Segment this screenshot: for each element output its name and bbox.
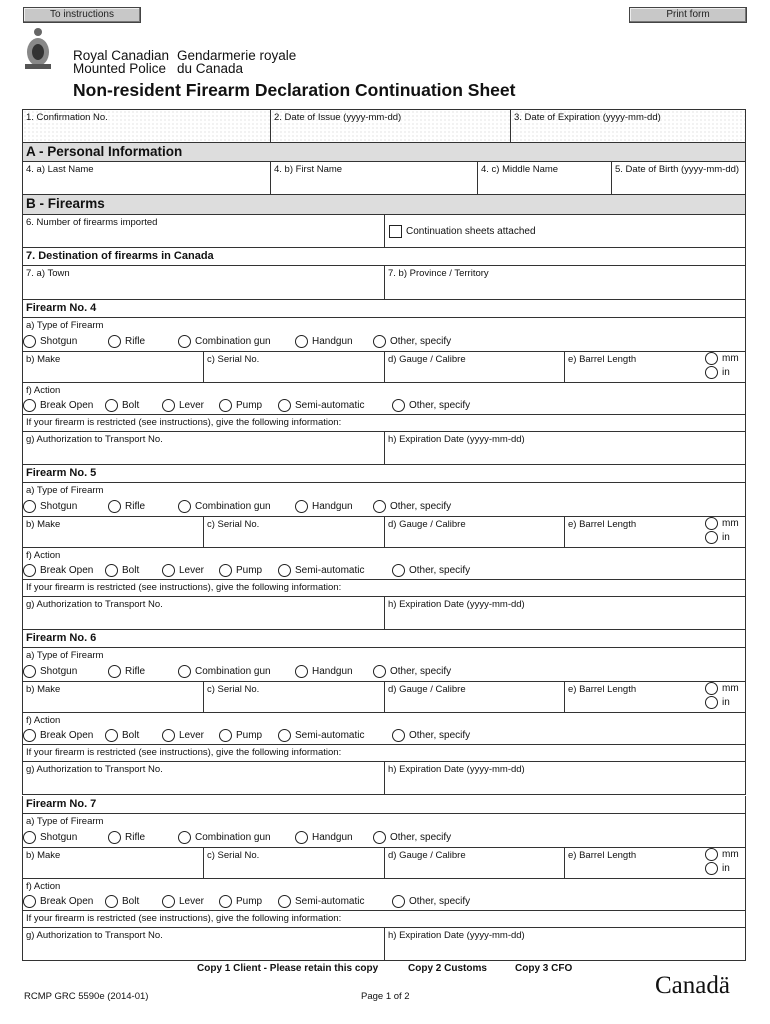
action-label: f) Action (26, 715, 61, 726)
firearm-header: Firearm No. 5 (22, 465, 746, 483)
type-radio-1[interactable]: Rifle (108, 335, 145, 349)
action-label: f) Action (26, 881, 61, 892)
date-of-expiration-field[interactable]: 3. Date of Expiration (yyyy-mm-dd) (514, 112, 661, 123)
radio-icon (105, 399, 118, 412)
type-radio-3[interactable]: Handgun (295, 335, 353, 349)
radio-icon (23, 399, 36, 412)
type-radio-1[interactable]: Rifle (108, 500, 145, 514)
action-radio-1[interactable]: Bolt (105, 729, 139, 743)
radio-icon (105, 729, 118, 742)
firearm-action-row (22, 548, 746, 580)
confirmation-field[interactable]: 1. Confirmation No. (23, 110, 271, 142)
type-radio-3[interactable]: Handgun (295, 831, 353, 845)
radio-icon (162, 895, 175, 908)
firearm-details-row (22, 682, 746, 713)
action-radio-1[interactable]: Bolt (105, 399, 139, 413)
type-label: a) Type of Firearm (26, 816, 104, 827)
restricted-note: If your firearm is restricted (see instructions), give the following information: (22, 415, 746, 432)
radio-icon (23, 831, 36, 844)
radio-icon (162, 564, 175, 577)
radio-icon (23, 500, 36, 513)
action-radio-2[interactable]: Lever (162, 564, 204, 578)
radio-icon (105, 564, 118, 577)
gauge-field[interactable]: d) Gauge / Calibre (385, 352, 565, 382)
radio-icon (392, 399, 405, 412)
action-radio-2[interactable]: Lever (162, 895, 204, 909)
authorization-field[interactable]: g) Authorization to Transport No. (23, 432, 385, 464)
radio-icon (219, 895, 232, 908)
destination-header: 7. Destination of firearms in Canada (22, 248, 746, 266)
action-radio-2[interactable]: Lever (162, 729, 204, 743)
gauge-field[interactable]: d) Gauge / Calibre (385, 682, 565, 712)
restricted-note: If your firearm is restricted (see instructions), give the following information: (22, 580, 746, 597)
firearm-type-row (22, 814, 746, 848)
agency-name-fr: Gendarmerie royale du Canada (177, 48, 297, 76)
radio-icon (108, 831, 121, 844)
make-field[interactable]: b) Make (23, 848, 204, 878)
type-radio-2[interactable]: Combination gun (178, 831, 271, 845)
radio-icon (23, 665, 36, 678)
firearm-type-row (22, 483, 746, 517)
firearm-type-row (22, 318, 746, 352)
type-radio-0[interactable]: Shotgun (23, 500, 77, 514)
radio-icon (219, 729, 232, 742)
action-radio-3[interactable]: Pump (219, 895, 262, 909)
mm-radio[interactable]: mm (705, 682, 739, 696)
last-name-field[interactable]: 4. a) Last Name (23, 162, 271, 194)
authorization-field[interactable]: g) Authorization to Transport No. (23, 597, 385, 629)
serial-field[interactable]: c) Serial No. (204, 848, 385, 878)
serial-field[interactable]: c) Serial No. (204, 682, 385, 712)
rcmp-crest-logo (23, 26, 53, 72)
type-label: a) Type of Firearm (26, 650, 104, 661)
copy-1-label: Copy 1 Client - Please retain this copy (197, 963, 379, 974)
action-radio-4[interactable]: Semi-automatic (278, 729, 364, 743)
form-number: RCMP GRC 5590e (2014-01) (24, 991, 149, 1002)
radio-icon (705, 862, 718, 875)
gauge-field[interactable]: d) Gauge / Calibre (385, 517, 565, 547)
radio-icon (392, 729, 405, 742)
radio-icon (705, 352, 718, 365)
mm-radio[interactable]: mm (705, 517, 739, 531)
action-label: f) Action (26, 385, 61, 396)
firearm-details-row (22, 848, 746, 879)
type-radio-0[interactable]: Shotgun (23, 335, 77, 349)
firearm-block (0, 630, 770, 795)
action-label: f) Action (26, 550, 61, 561)
action-radio-3[interactable]: Pump (219, 564, 262, 578)
type-radio-0[interactable]: Shotgun (23, 831, 77, 845)
section-a-header: A - Personal Information (22, 143, 746, 162)
province-field[interactable]: 7. b) Province / Territory (388, 268, 489, 279)
type-radio-4[interactable]: Other, specify (373, 831, 451, 845)
date-of-birth-field[interactable]: 5. Date of Birth (yyyy-mm-dd) (615, 164, 740, 175)
radio-icon (219, 399, 232, 412)
date-of-issue-field[interactable]: 2. Date of Issue (yyyy-mm-dd) (271, 110, 511, 142)
firearm-details-row (22, 352, 746, 383)
radio-icon (23, 895, 36, 908)
radio-icon (178, 831, 191, 844)
section-b-header: B - Firearms (22, 195, 746, 215)
in-radio[interactable]: in (705, 366, 730, 380)
radio-icon (295, 335, 308, 348)
type-label: a) Type of Firearm (26, 320, 104, 331)
radio-icon (108, 665, 121, 678)
radio-icon (105, 895, 118, 908)
radio-icon (108, 335, 121, 348)
radio-icon (373, 335, 386, 348)
page-number: Page 1 of 2 (361, 991, 410, 1002)
radio-icon (23, 729, 36, 742)
firearm-auth-row (22, 762, 746, 795)
type-radio-4[interactable]: Other, specify (373, 665, 451, 679)
radio-icon (278, 729, 291, 742)
radio-icon (705, 682, 718, 695)
type-radio-1[interactable]: Rifle (108, 831, 145, 845)
authorization-field[interactable]: g) Authorization to Transport No. (23, 928, 385, 960)
restricted-note: If your firearm is restricted (see instructions), give the following information: (22, 745, 746, 762)
to-instructions-button[interactable]: To instructions (23, 7, 141, 23)
radio-icon (373, 500, 386, 513)
radio-icon (278, 399, 291, 412)
radio-icon (278, 895, 291, 908)
agency-name-en: Royal Canadian Mounted Police (73, 48, 170, 76)
personal-info-row (22, 162, 746, 195)
radio-icon (705, 366, 718, 379)
make-field[interactable]: b) Make (23, 352, 204, 382)
action-radio-0[interactable]: Break Open (23, 564, 93, 578)
serial-field[interactable]: c) Serial No. (204, 352, 385, 382)
town-field[interactable]: 7. a) Town (23, 266, 385, 299)
firearm-block (0, 465, 770, 630)
firearm-count-row (22, 215, 746, 248)
continuation-sheets-checkbox[interactable]: Continuation sheets attached (389, 225, 536, 239)
action-radio-2[interactable]: Lever (162, 399, 204, 413)
auth-expiration-field[interactable]: h) Expiration Date (yyyy-mm-dd) (388, 930, 525, 941)
radio-icon (392, 564, 405, 577)
in-radio[interactable]: in (705, 696, 730, 710)
type-radio-3[interactable]: Handgun (295, 665, 353, 679)
radio-icon (178, 665, 191, 678)
action-radio-0[interactable]: Break Open (23, 399, 93, 413)
firearm-header: Firearm No. 4 (22, 300, 746, 318)
first-name-field[interactable]: 4. b) First Name (271, 162, 478, 194)
firearm-header: Firearm No. 6 (22, 630, 746, 648)
auth-expiration-field[interactable]: h) Expiration Date (yyyy-mm-dd) (388, 599, 525, 610)
firearm-auth-row (22, 928, 746, 961)
firearm-auth-row (22, 597, 746, 630)
page-title: Non-resident Firearm Declaration Continuation Sheet (73, 80, 516, 100)
radio-icon (23, 335, 36, 348)
checkbox-icon (389, 225, 402, 238)
type-radio-2[interactable]: Combination gun (178, 335, 271, 349)
copy-3-label: Copy 3 CFO (515, 963, 573, 974)
action-radio-5[interactable]: Other, specify (392, 895, 470, 909)
auth-expiration-field[interactable]: h) Expiration Date (yyyy-mm-dd) (388, 764, 525, 775)
type-radio-1[interactable]: Rifle (108, 665, 145, 679)
barrel-length-field[interactable]: e) Barrel Length mm in (568, 683, 739, 709)
radio-icon (705, 531, 718, 544)
action-radio-3[interactable]: Pump (219, 729, 262, 743)
gauge-field[interactable]: d) Gauge / Calibre (385, 848, 565, 878)
action-radio-5[interactable]: Other, specify (392, 564, 470, 578)
firearm-block (0, 300, 770, 465)
authorization-field[interactable]: g) Authorization to Transport No. (23, 762, 385, 794)
type-radio-0[interactable]: Shotgun (23, 665, 77, 679)
radio-icon (162, 729, 175, 742)
auth-expiration-field[interactable]: h) Expiration Date (yyyy-mm-dd) (388, 434, 525, 445)
type-radio-4[interactable]: Other, specify (373, 500, 451, 514)
barrel-length-field[interactable]: e) Barrel Length mm in (568, 849, 739, 875)
restricted-note: If your firearm is restricted (see instructions), give the following information: (22, 911, 746, 928)
radio-icon (295, 500, 308, 513)
action-radio-5[interactable]: Other, specify (392, 729, 470, 743)
canada-wordmark: Canadä (655, 972, 730, 999)
type-radio-4[interactable]: Other, specify (373, 335, 451, 349)
radio-icon (373, 665, 386, 678)
radio-icon (108, 500, 121, 513)
type-radio-3[interactable]: Handgun (295, 500, 353, 514)
middle-name-field[interactable]: 4. c) Middle Name (478, 162, 612, 194)
make-field[interactable]: b) Make (23, 517, 204, 547)
serial-field[interactable]: c) Serial No. (204, 517, 385, 547)
action-radio-5[interactable]: Other, specify (392, 399, 470, 413)
action-radio-0[interactable]: Break Open (23, 729, 93, 743)
radio-icon (295, 665, 308, 678)
radio-icon (373, 831, 386, 844)
firearm-type-row (22, 648, 746, 682)
number-of-firearms-field[interactable]: 6. Number of firearms imported (23, 215, 385, 247)
action-radio-3[interactable]: Pump (219, 399, 262, 413)
destination-row (22, 266, 746, 300)
radio-icon (705, 517, 718, 530)
firearm-action-row (22, 713, 746, 745)
header-fields-row (22, 109, 746, 143)
action-radio-4[interactable]: Semi-automatic (278, 564, 364, 578)
type-radio-2[interactable]: Combination gun (178, 500, 271, 514)
radio-icon (705, 848, 718, 861)
action-radio-4[interactable]: Semi-automatic (278, 895, 364, 909)
radio-icon (278, 564, 291, 577)
in-radio[interactable]: in (705, 862, 730, 876)
firearm-auth-row (22, 432, 746, 465)
in-radio[interactable]: in (705, 531, 730, 545)
firearm-details-row (22, 517, 746, 548)
radio-icon (178, 500, 191, 513)
radio-icon (392, 895, 405, 908)
radio-icon (219, 564, 232, 577)
radio-icon (295, 831, 308, 844)
make-field[interactable]: b) Make (23, 682, 204, 712)
action-radio-4[interactable]: Semi-automatic (278, 399, 364, 413)
mm-radio[interactable]: mm (705, 352, 739, 366)
mm-radio[interactable]: mm (705, 848, 739, 862)
barrel-length-field[interactable]: e) Barrel Length mm in (568, 353, 739, 379)
radio-icon (162, 399, 175, 412)
firearm-action-row (22, 383, 746, 415)
firearm-header: Firearm No. 7 (22, 796, 746, 814)
action-radio-1[interactable]: Bolt (105, 564, 139, 578)
type-radio-2[interactable]: Combination gun (178, 665, 271, 679)
firearm-action-row (22, 879, 746, 911)
radio-icon (178, 335, 191, 348)
type-label: a) Type of Firearm (26, 485, 104, 496)
barrel-length-field[interactable]: e) Barrel Length mm in (568, 518, 739, 544)
print-form-button[interactable]: Print form (629, 7, 747, 23)
copy-2-label: Copy 2 Customs (408, 963, 487, 974)
action-radio-1[interactable]: Bolt (105, 895, 139, 909)
firearm-block (0, 796, 770, 961)
action-radio-0[interactable]: Break Open (23, 895, 93, 909)
radio-icon (23, 564, 36, 577)
radio-icon (705, 696, 718, 709)
